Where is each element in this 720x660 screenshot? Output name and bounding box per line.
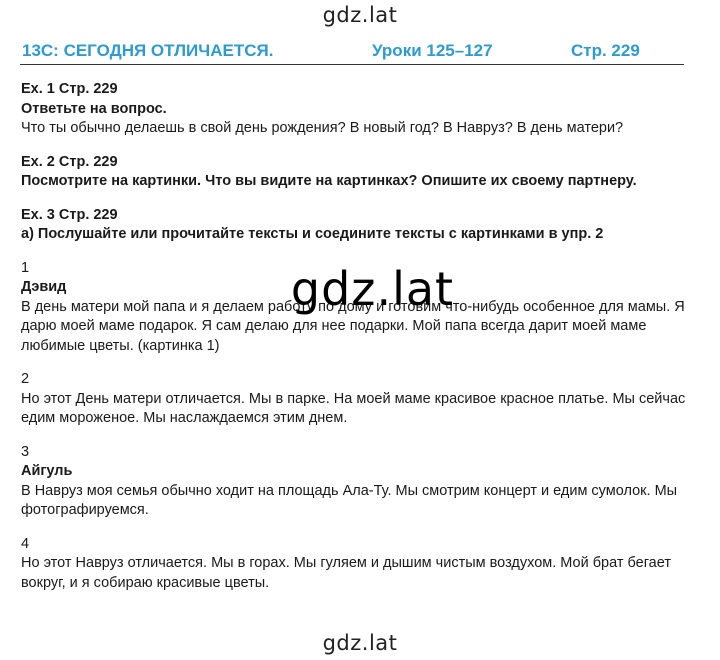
text-1-line: дарю моей маме подарок. Я сам делаю для нее подарки. Мой папа всегда дарит моей маме bbox=[21, 318, 647, 334]
lessons-range: Уроки 125–127 bbox=[372, 41, 493, 60]
ex3-task: a) Послушайте или прочитайте тексты и соедините тексты с картинками в упр. 2 bbox=[21, 226, 604, 242]
exercise-content bbox=[21, 80, 701, 593]
ex2-label: Ex. 2 Стр. 229 bbox=[21, 153, 118, 170]
ex1-text: Что ты обычно делаешь в свой день рождения? В новый год? В Навруз? В день матери? bbox=[21, 120, 624, 136]
text-1-number: 1 bbox=[21, 259, 30, 276]
ex1-label: Ex. 1 Стр. 229 bbox=[21, 81, 118, 97]
text-3-line: В Навруз моя семья обычно ходит на площадь Ала-Ту. Мы смотрим концерт и едим сумолок. Мы bbox=[21, 482, 678, 499]
text-4-number: 4 bbox=[21, 535, 30, 552]
page-header bbox=[20, 40, 684, 65]
text-1-author: Дэвид bbox=[21, 279, 67, 295]
unit-title: 13С: СЕГОДНЯ ОТЛИЧАЕТСЯ. bbox=[22, 41, 274, 60]
watermark-center: gdz.lat bbox=[290, 262, 455, 316]
watermark-bottom: gdz.lat bbox=[322, 631, 398, 655]
text-3-author: Айгуль bbox=[21, 463, 73, 479]
ex3-label: Ex. 3 Стр. 229 bbox=[21, 206, 118, 223]
text-4-line: вокруг, и я собираю красивые цветы. bbox=[21, 574, 270, 591]
ex2-task: Посмотрите на картинки. Что вы видите на картинках? Опишите их своему партнеру. bbox=[21, 173, 637, 189]
text-2-line: едим мороженое. Мы наслаждаемся этим днем. bbox=[21, 410, 348, 426]
text-4-line: Но этот Навруз отличается. Мы в горах. Мы гуляем и дышим чистым воздухом. Мой брат бегает bbox=[21, 555, 671, 571]
text-2-line: Но этот День матери отличается. Мы в парке. На моей маме красивое красное платье. Мы сейчас bbox=[21, 390, 686, 407]
text-3-number: 3 bbox=[21, 443, 30, 460]
watermark-top: gdz.lat bbox=[322, 3, 398, 27]
text-3-line: фотографируемся. bbox=[21, 502, 149, 518]
ex1-task: Ответьте на вопрос. bbox=[21, 100, 167, 117]
text-1-line: В день матери мой папа и я делаем работу по дому и готовим что-нибудь особенное для мамы. Я bbox=[21, 298, 685, 315]
page-number: Стр. 229 bbox=[571, 41, 640, 60]
text-1-line: любимые цветы. (картинка 1) bbox=[21, 337, 220, 354]
text-2-number: 2 bbox=[21, 371, 30, 387]
